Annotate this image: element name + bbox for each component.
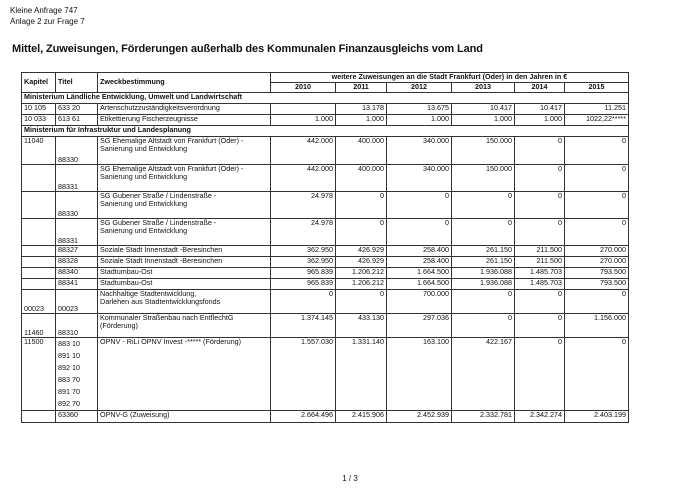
cell-value: 1.000 xyxy=(387,115,452,126)
cell-zweck: Soziale Stadt Innenstadt -Beresinchen xyxy=(98,257,271,268)
cell-zweck-line: Sanierung und Entwicklung xyxy=(100,226,188,236)
cell-zweck: Artenschutzzuständigkeitsverordnung xyxy=(98,104,271,115)
table-row xyxy=(22,314,629,338)
cell-value: 0 xyxy=(271,290,336,314)
cell-kapitel xyxy=(22,192,56,219)
cell-value: 1.557.030 xyxy=(271,338,336,411)
cell-titel: 00023 xyxy=(56,290,98,314)
cell-zweck-line: SG Gubener Straße / Lindenstraße - xyxy=(100,191,217,200)
cell-zweck-line: (Förderung) xyxy=(100,321,138,331)
cell-value: 1.156.000 xyxy=(565,314,629,338)
cell-value: 0 xyxy=(452,219,515,246)
cell-value: 965.839 xyxy=(271,279,336,290)
cell-zweck: ÖPNV - RiLi ÖPNV Invest -***** (Förderung) xyxy=(98,338,271,411)
cell-value: 0 xyxy=(565,290,629,314)
cell-titel-list xyxy=(56,338,98,411)
cell-value: 0 xyxy=(336,192,387,219)
cell-value: 261.150 xyxy=(452,257,515,268)
cell-titel: 88330 xyxy=(56,137,98,165)
cell-zweck-line: SG Gubener Straße / Lindenstraße - xyxy=(100,218,217,227)
cell-zweck xyxy=(98,137,271,165)
cell-titel: 88331 xyxy=(56,219,98,246)
cell-zweck-line: Sanierung und Entwicklung xyxy=(100,144,188,154)
cell-value: 340.000 xyxy=(387,137,452,165)
cell-value: 793.500 xyxy=(565,268,629,279)
cell-value: 340.000 xyxy=(387,165,452,192)
header-year: 2013 xyxy=(452,83,515,93)
cell-value: 150.000 xyxy=(452,137,515,165)
cell-value: 1.485.703 xyxy=(515,268,565,279)
cell-zweck-line: Nachhaltige Stadtentwicklung, xyxy=(100,289,197,298)
cell-value: 1.206.212 xyxy=(336,268,387,279)
section-ministry-infrastructure: Ministerium für Infrastruktur und Landesplanung xyxy=(22,126,629,137)
cell-value: 10.417 xyxy=(452,104,515,115)
cell-value: 2.664.496 xyxy=(271,411,336,423)
cell-value: 2.415.906 xyxy=(336,411,387,423)
cell-value: 261.150 xyxy=(452,246,515,257)
cell-zweck xyxy=(98,192,271,219)
cell-value: 700.000 xyxy=(387,290,452,314)
cell-value: 1.000 xyxy=(515,115,565,126)
cell-value: 0 xyxy=(565,338,629,411)
header-year: 2011 xyxy=(336,83,387,93)
cell-value: 0 xyxy=(452,192,515,219)
cell-value: 150.000 xyxy=(452,165,515,192)
cell-value: 0 xyxy=(452,290,515,314)
cell-value: 2.403.199 xyxy=(565,411,629,423)
funding-table xyxy=(21,72,629,423)
cell-titel: 88310 xyxy=(56,314,98,338)
cell-zweck xyxy=(98,290,271,314)
cell-titel: 88328 xyxy=(56,257,98,268)
cell-value: 0 xyxy=(565,192,629,219)
cell-value: 0 xyxy=(515,314,565,338)
header-kapitel: Kapitel xyxy=(22,73,56,93)
cell-value: 0 xyxy=(565,219,629,246)
cell-value: 433.130 xyxy=(336,314,387,338)
cell-value: 426.929 xyxy=(336,257,387,268)
cell-value: 0 xyxy=(515,192,565,219)
cell-zweck: Soziale Stadt Innenstadt -Beresinchen xyxy=(98,246,271,257)
cell-value: 1.000 xyxy=(271,115,336,126)
cell-value: 426.929 xyxy=(336,246,387,257)
cell-zweck-line: Sanierung und Entwicklung xyxy=(100,172,188,182)
cell-zweck-line: SG Ehemalige Altstadt von Frankfurt (Oder) - xyxy=(100,164,244,173)
table-row xyxy=(22,137,629,165)
cell-zweck: Stadtumbau-Ost xyxy=(98,279,271,290)
table-row xyxy=(22,219,629,246)
cell-kapitel: 11500 xyxy=(22,338,56,411)
header-year: 2015 xyxy=(565,83,629,93)
cell-value: 793.500 xyxy=(565,279,629,290)
page-title: Mittel, Zuweisungen, Förderungen außerhalb des Kommunalen Finanzausgleichs vom Land xyxy=(12,43,483,55)
table-row xyxy=(22,192,629,219)
cell-value: 1.331.140 xyxy=(336,338,387,411)
cell-value: 0 xyxy=(515,338,565,411)
table-row xyxy=(22,411,629,423)
cell-value: 211.500 xyxy=(515,246,565,257)
cell-titel: 633 20 xyxy=(56,104,98,115)
cell-zweck xyxy=(98,314,271,338)
cell-value: 258.400 xyxy=(387,246,452,257)
cell-value: 10.417 xyxy=(515,104,565,115)
header-year: 2010 xyxy=(271,83,336,93)
cell-kapitel: 00023 xyxy=(22,290,56,314)
cell-value: 24.978 xyxy=(271,192,336,219)
table-row xyxy=(22,165,629,192)
cell-zweck: ÖPNV-G (Zuweisung) xyxy=(98,411,271,423)
cell-value: 400.000 xyxy=(336,137,387,165)
cell-value: 1.000 xyxy=(452,115,515,126)
cell-value: 24.978 xyxy=(271,219,336,246)
cell-titel: 88330 xyxy=(56,192,98,219)
cell-value: 0 xyxy=(515,290,565,314)
cell-value: 1.936.088 xyxy=(452,279,515,290)
header-year: 2014 xyxy=(515,83,565,93)
cell-value: 0 xyxy=(515,219,565,246)
cell-kapitel xyxy=(22,257,56,268)
cell-zweck xyxy=(98,165,271,192)
cell-kapitel xyxy=(22,268,56,279)
cell-titel: 88341 xyxy=(56,279,98,290)
cell-value: 270.000 xyxy=(565,257,629,268)
cell-value: 0 xyxy=(565,137,629,165)
cell-zweck: Etikettierung Fischerzeugnisse xyxy=(98,115,271,126)
cell-value: 0 xyxy=(387,219,452,246)
cell-titel: 88327 xyxy=(56,246,98,257)
cell-value: 13.178 xyxy=(336,104,387,115)
table-row xyxy=(22,246,629,257)
cell-kapitel: 10 033 xyxy=(22,115,56,126)
cell-zweck-line: Sanierung und Entwicklung xyxy=(100,199,188,209)
cell-value: 2.452.939 xyxy=(387,411,452,423)
cell-value: 11.251 xyxy=(565,104,629,115)
cell-zweck-line: Darlehen aus Stadtentwicklungsfonds xyxy=(100,297,221,307)
table-row xyxy=(22,290,629,314)
cell-kapitel xyxy=(22,165,56,192)
table-row xyxy=(22,104,629,115)
cell-kapitel: 11040 xyxy=(22,137,56,165)
cell-value: 258.400 xyxy=(387,257,452,268)
cell-kapitel xyxy=(22,279,56,290)
cell-value: 0 xyxy=(336,219,387,246)
cell-zweck-line: Kommunaler Straßenbau nach EntflechtG xyxy=(100,313,234,322)
page-number: 1 / 3 xyxy=(342,474,358,483)
header-titel: Titel xyxy=(56,73,98,93)
cell-kapitel xyxy=(22,411,56,423)
cell-value: 211.500 xyxy=(515,257,565,268)
cell-value: 270.000 xyxy=(565,246,629,257)
cell-value: 1.206.212 xyxy=(336,279,387,290)
cell-titel-item: 883 70 xyxy=(58,375,80,384)
cell-titel: 613 61 xyxy=(56,115,98,126)
cell-value: 1.485.703 xyxy=(515,279,565,290)
cell-value: 1.374.145 xyxy=(271,314,336,338)
document-subheader-request: Kleine Anfrage 747 xyxy=(10,6,78,15)
header-zweckbestimmung: Zweckbestimmung xyxy=(98,73,271,93)
cell-value: 442.000 xyxy=(271,137,336,165)
table-row xyxy=(22,115,629,126)
cell-value: 1.664.500 xyxy=(387,268,452,279)
cell-value: 1022,22***** xyxy=(565,115,629,126)
document-subheader-annex: Anlage 2 zur Frage 7 xyxy=(10,17,85,26)
header-group-years: weitere Zuweisungen an die Stadt Frankfurt (Oder) in den Jahren in € xyxy=(271,73,629,83)
table-row xyxy=(22,268,629,279)
cell-titel: 88331 xyxy=(56,165,98,192)
cell-zweck-line: SG Ehemalige Altstadt von Frankfurt (Oder) - xyxy=(100,136,244,145)
cell-value xyxy=(271,104,336,115)
table-row xyxy=(22,279,629,290)
cell-kapitel xyxy=(22,219,56,246)
cell-zweck: Stadtumbau-Ost xyxy=(98,268,271,279)
cell-value: 362.950 xyxy=(271,257,336,268)
cell-value: 13.675 xyxy=(387,104,452,115)
cell-titel-item: 883 10 xyxy=(58,339,80,348)
cell-titel: 63360 xyxy=(56,411,98,423)
cell-value: 442.000 xyxy=(271,165,336,192)
cell-titel-item: 891 70 xyxy=(58,387,80,396)
cell-kapitel: 10 105 xyxy=(22,104,56,115)
header-year: 2012 xyxy=(387,83,452,93)
cell-value: 422.167 xyxy=(452,338,515,411)
cell-value: 400.000 xyxy=(336,165,387,192)
table-row xyxy=(22,257,629,268)
cell-value: 0 xyxy=(336,290,387,314)
cell-titel: 88340 xyxy=(56,268,98,279)
cell-value: 362.950 xyxy=(271,246,336,257)
table-row xyxy=(22,338,629,411)
cell-value: 0 xyxy=(452,314,515,338)
cell-value: 0 xyxy=(515,137,565,165)
cell-value: 0 xyxy=(515,165,565,192)
cell-value: 965.839 xyxy=(271,268,336,279)
cell-titel-item: 892 10 xyxy=(58,363,80,372)
cell-titel-item: 892 70 xyxy=(58,399,80,408)
section-ministry-rural: Ministerium Ländliche Entwicklung, Umwelt und Landwirtschaft xyxy=(22,93,629,104)
cell-value: 1.000 xyxy=(336,115,387,126)
cell-value: 1.936.088 xyxy=(452,268,515,279)
cell-value: 163.100 xyxy=(387,338,452,411)
cell-value: 0 xyxy=(387,192,452,219)
cell-kapitel xyxy=(22,246,56,257)
cell-value: 2.342.274 xyxy=(515,411,565,423)
cell-zweck xyxy=(98,219,271,246)
cell-titel-item: 891 10 xyxy=(58,351,80,360)
cell-kapitel: 11460 xyxy=(22,314,56,338)
cell-value: 1.664.500 xyxy=(387,279,452,290)
cell-value: 297.036 xyxy=(387,314,452,338)
cell-value: 0 xyxy=(565,165,629,192)
cell-value: 2.332.781 xyxy=(452,411,515,423)
